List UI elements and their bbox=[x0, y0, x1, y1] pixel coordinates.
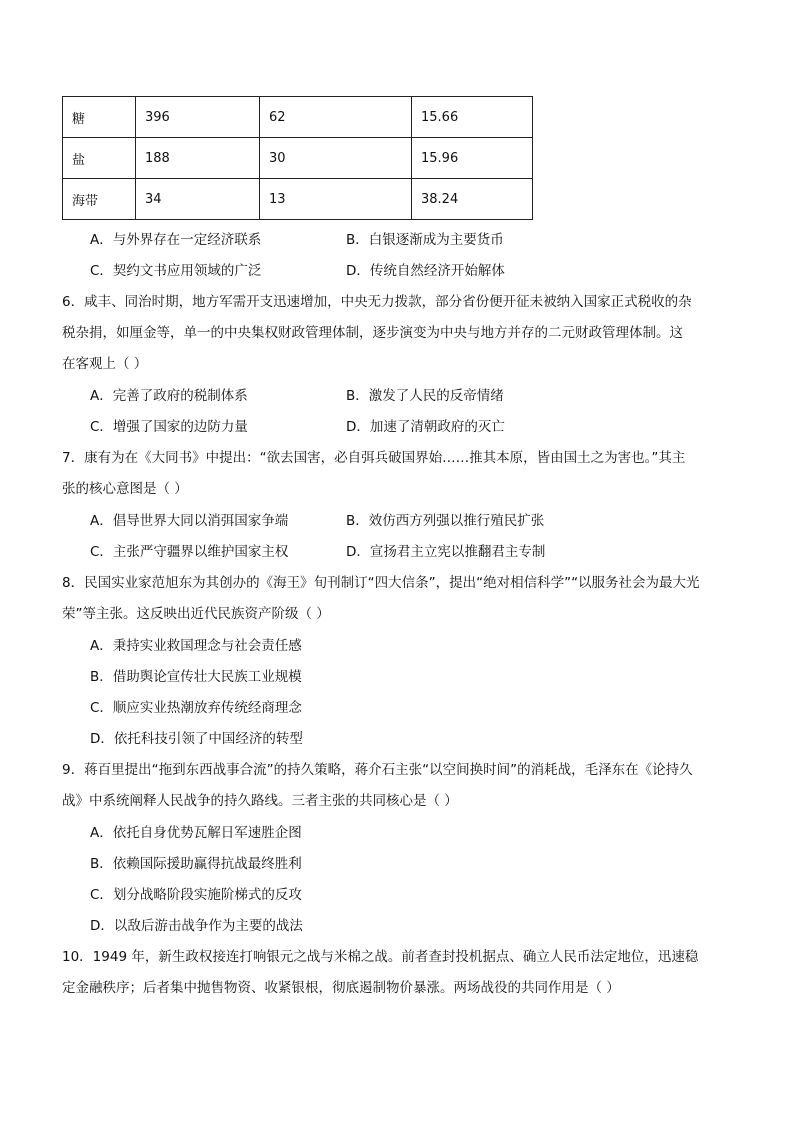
q5-option-a[interactable]: A．与外界存在一定经济联系 bbox=[90, 232, 262, 248]
q8-stem-line: 8．民国实业家范旭东为其创办的《海王》旬刊制订“四大信条”，提出“绝对相信科学”“以服务社会为最大光 bbox=[62, 575, 700, 591]
q7-option-d[interactable]: D．宣扬君主立宪以推翻君主专制 bbox=[346, 544, 546, 560]
q5-option-b[interactable]: B．白银逐渐成为主要货币 bbox=[346, 232, 504, 248]
q6-stem-line: 税杂捐，如厘金等，单一的中央集权财政管理体制，逐步演变为中央与地方并存的二元财政管理体制。这 bbox=[62, 325, 683, 341]
table-cell: 海带 bbox=[63, 179, 136, 220]
table-cell: 15.66 bbox=[412, 97, 533, 138]
table-row bbox=[63, 179, 533, 220]
q8-option-a[interactable]: A．秉持实业救国理念与社会责任感 bbox=[90, 638, 302, 654]
table-cell: 34 bbox=[136, 179, 260, 220]
q7-stem-line: 7．康有为在《大同书》中提出：“欲去国害，必自弭兵破国界始……推其本原，皆由国土之为害也。”其主 bbox=[62, 450, 686, 466]
q7-option-b[interactable]: B．效仿西方列强以推行殖民扩张 bbox=[346, 513, 545, 529]
table-cell: 396 bbox=[136, 97, 260, 138]
q6-option-a[interactable]: A．完善了政府的税制体系 bbox=[90, 388, 248, 404]
q5-option-d[interactable]: D．传统自然经济开始解体 bbox=[346, 263, 505, 279]
q9-option-b[interactable]: B．依赖国际援助赢得抗战最终胜利 bbox=[90, 856, 302, 872]
q10-stem-line: 定金融秩序；后者集中抛售物资、收紧银根，彻底遏制物价暴涨。两场战役的共同作用是（ ） bbox=[62, 980, 620, 996]
q10-stem-line: 10．1949 年，新生政权接连打响银元之战与米棉之战。前者查封投机据点、确立人民币法定地位，迅速稳 bbox=[62, 949, 699, 965]
table-row bbox=[63, 138, 533, 179]
q9-stem-line: 战》中系统阐释人民战争的持久路线。三者主张的共同核心是（ ） bbox=[62, 793, 458, 809]
q8-option-c[interactable]: C．顺应实业热潮放弃传统经商理念 bbox=[90, 700, 302, 716]
table-cell: 15.96 bbox=[412, 138, 533, 179]
q6-stem-line: 6．咸丰、同治时期，地方军需开支迅速增加，中央无力拨款，部分省份便开征未被纳入国家正式税收的杂 bbox=[62, 294, 692, 310]
q6-option-d[interactable]: D．加速了清朝政府的灭亡 bbox=[346, 419, 505, 435]
q9-option-d[interactable]: D．以敌后游击战争作为主要的战法 bbox=[90, 918, 303, 934]
q7-option-a[interactable]: A．倡导世界大同以消弭国家争端 bbox=[90, 513, 289, 529]
commodity-table bbox=[62, 96, 533, 220]
q8-option-d[interactable]: D．依托科技引领了中国经济的转型 bbox=[90, 731, 303, 747]
q6-option-c[interactable]: C．增强了国家的边防力量 bbox=[90, 419, 248, 435]
q9-option-a[interactable]: A．依托自身优势瓦解日军速胜企图 bbox=[90, 825, 302, 841]
table-cell: 13 bbox=[260, 179, 412, 220]
q9-stem-line: 9．蒋百里提出“拖到东西战事合流”的持久策略，蒋介石主张“以空间换时间”的消耗战，毛泽东在《论持久 bbox=[62, 762, 693, 778]
q6-option-b[interactable]: B．激发了人民的反帝情绪 bbox=[346, 388, 504, 404]
table-row bbox=[63, 97, 533, 138]
table-cell: 30 bbox=[260, 138, 412, 179]
q8-stem-line: 荣”等主张。这反映出近代民族资产阶级（ ） bbox=[62, 606, 330, 622]
table-cell: 糖 bbox=[63, 97, 136, 138]
table-cell: 38.24 bbox=[412, 179, 533, 220]
q6-stem-line: 在客观上（ ） bbox=[62, 356, 148, 372]
q7-stem-line: 张的核心意图是（ ） bbox=[62, 481, 188, 497]
q7-option-c[interactable]: C．主张严守疆界以维护国家主权 bbox=[90, 544, 289, 560]
q8-option-b[interactable]: B．借助舆论宣传壮大民族工业规模 bbox=[90, 669, 302, 685]
table-cell: 188 bbox=[136, 138, 260, 179]
table-cell: 盐 bbox=[63, 138, 136, 179]
q5-option-c[interactable]: C．契约文书应用领域的广泛 bbox=[90, 263, 262, 279]
q9-option-c[interactable]: C．划分战略阶段实施阶梯式的反攻 bbox=[90, 887, 302, 903]
table-cell: 62 bbox=[260, 97, 412, 138]
